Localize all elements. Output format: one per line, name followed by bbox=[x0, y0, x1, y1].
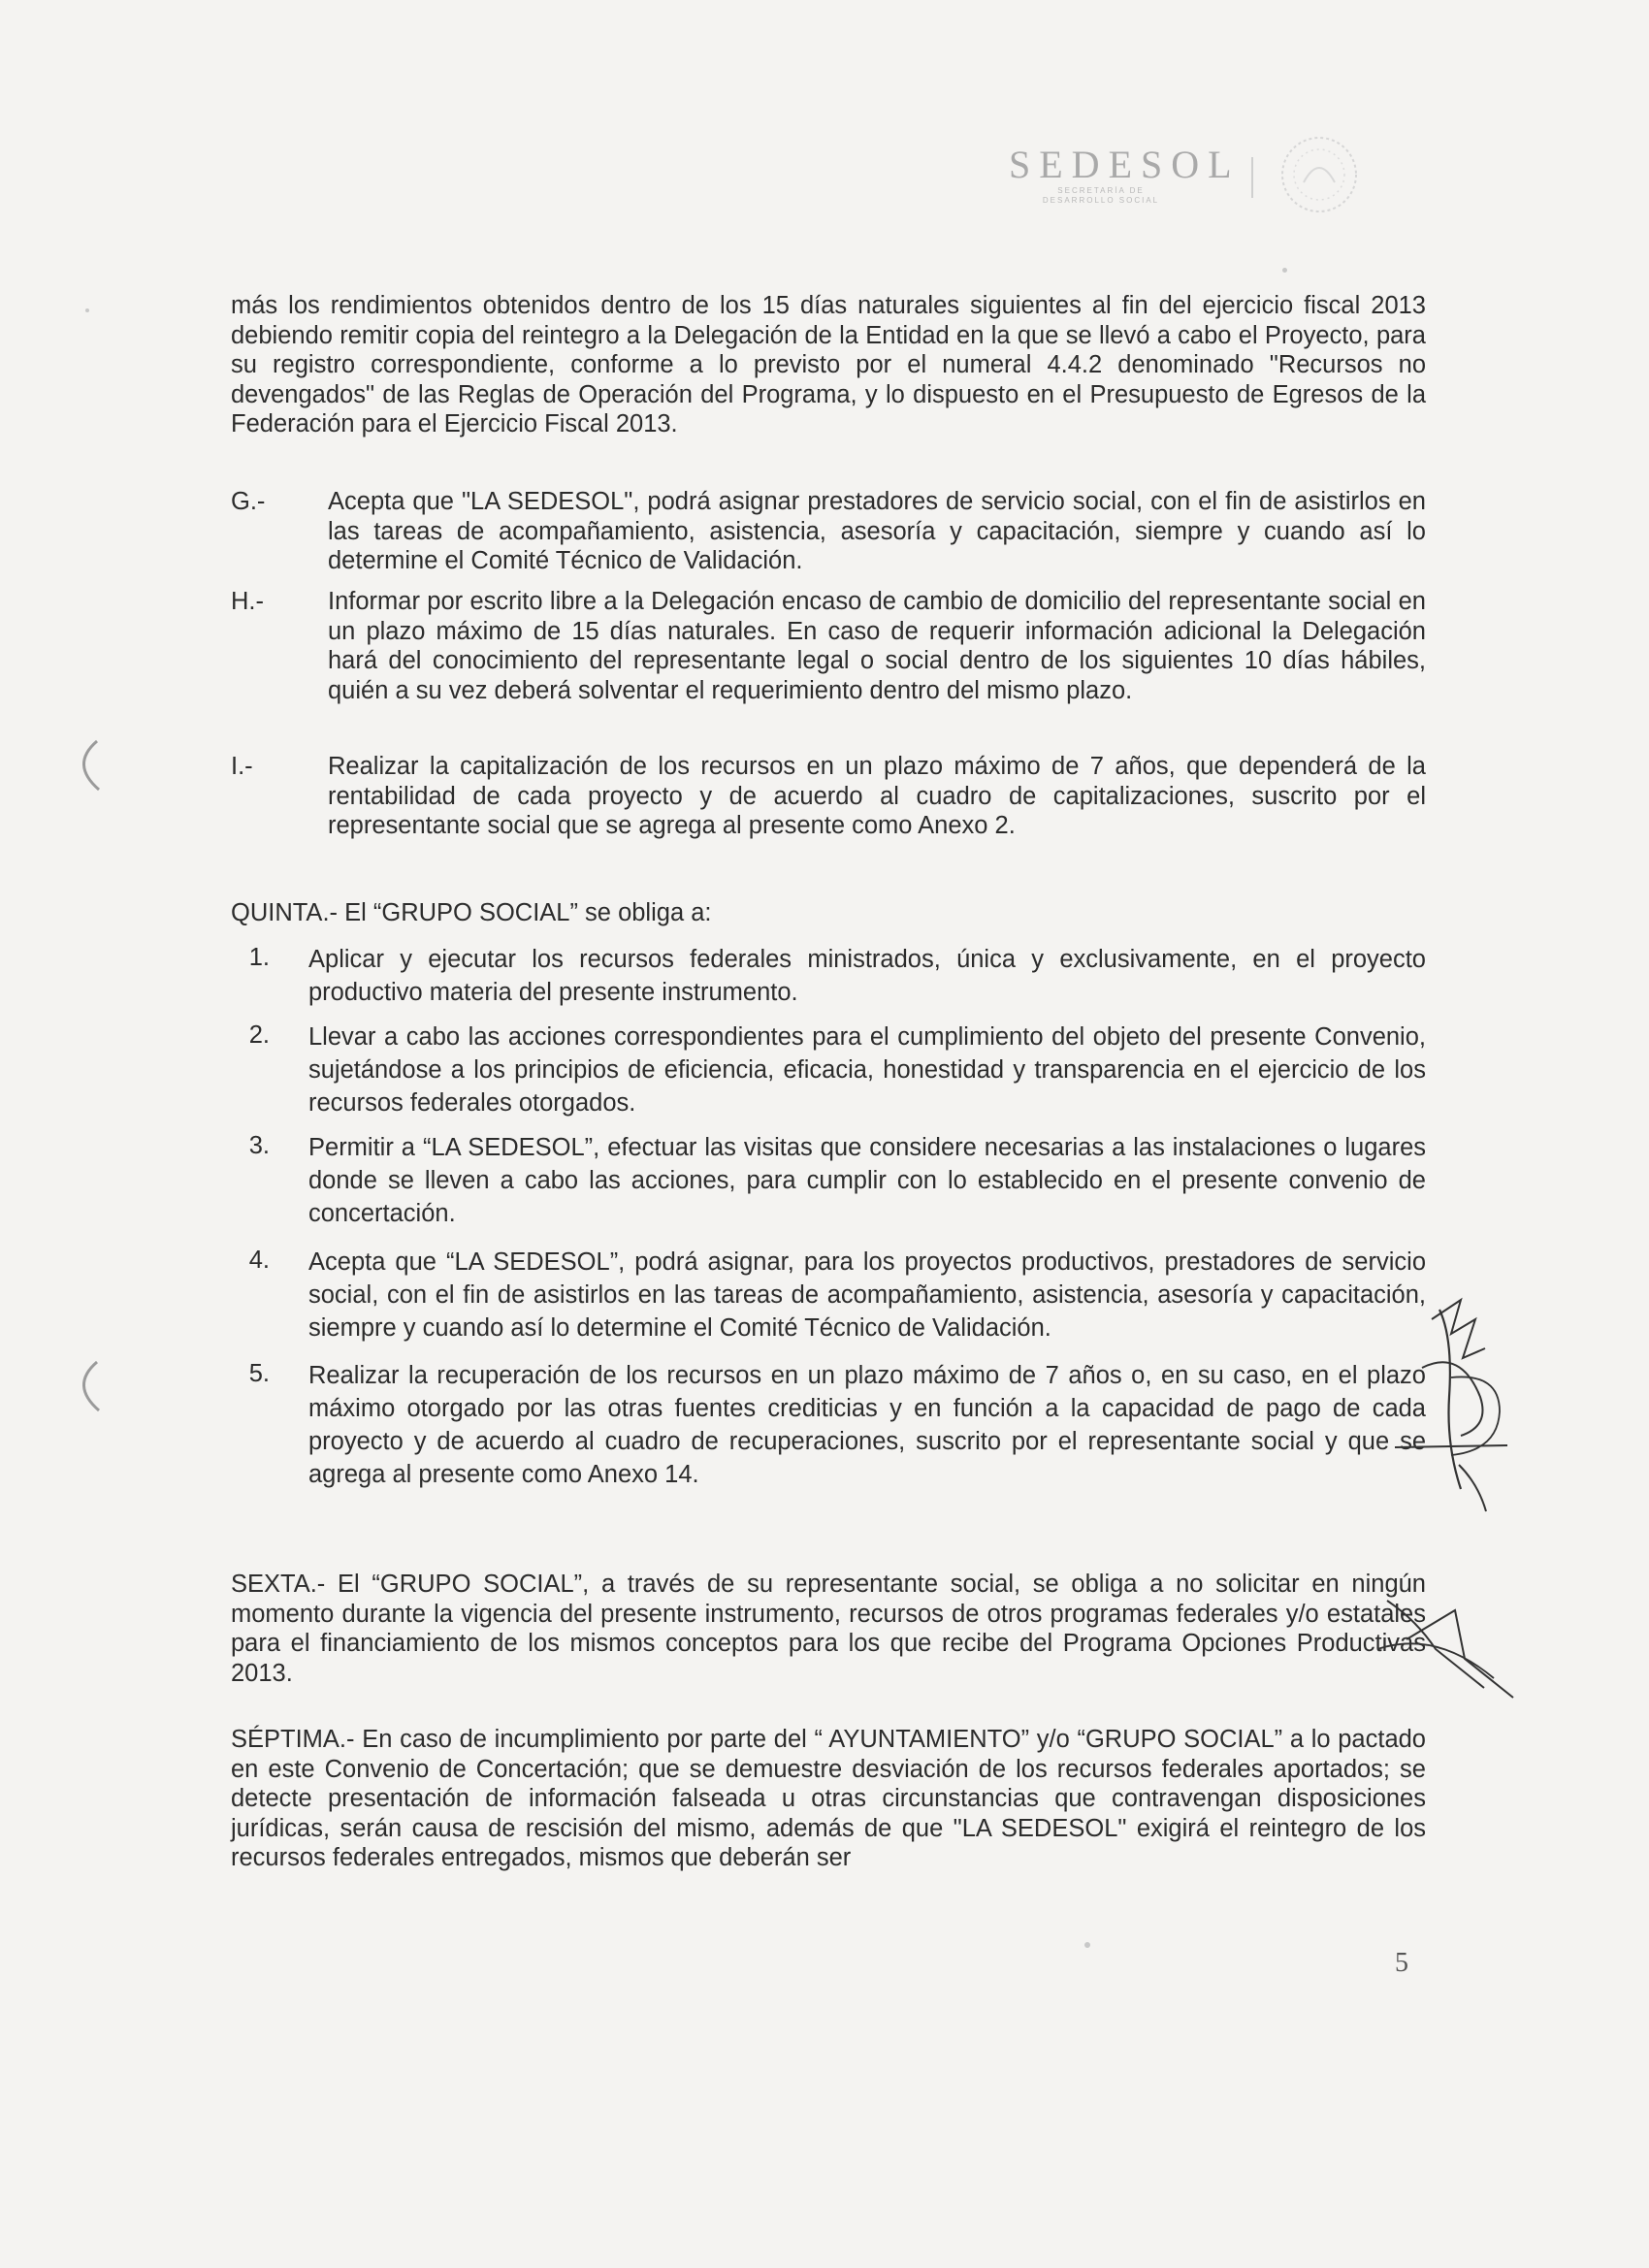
clause-marker: I.- bbox=[231, 753, 253, 780]
page-number: 5 bbox=[1395, 1948, 1408, 1978]
item-number: 3. bbox=[248, 1132, 270, 1159]
item-number: 2. bbox=[248, 1021, 270, 1049]
sedesol-logo bbox=[1009, 143, 1241, 221]
intro-paragraph: más los rendimientos obtenidos dentro de los 15 días naturales siguientes al fin del ejercicio fiscal 2013 debiendo remitir copia del reintegro a la Delegación de la Entidad en la que se llevó a cabo el Proyecto, para su registro correspondiente, conforme a lo previsto por el numeral 4.4.2 denominado "Recursos no devengados" de las Reglas de Operación del Programa, y lo dispuesto en el Presupuesto de Egresos de la Federación para el Ejercicio Fiscal 2013. bbox=[231, 292, 1426, 437]
clause-marker: G.- bbox=[231, 488, 266, 515]
binder-hole-mark-icon bbox=[60, 1358, 109, 1416]
signature-mark bbox=[1393, 1280, 1538, 1523]
quinta-item-2 bbox=[231, 1021, 1426, 1119]
binder-hole-mark-icon bbox=[60, 737, 109, 795]
item-text: Aplicar y ejecutar los recursos federales ministrados, única y exclusivamente, en el proyecto productivo materia del presente instrumento. bbox=[308, 946, 1426, 1006]
quinta-item-3 bbox=[231, 1131, 1426, 1230]
item-text: Permitir a “LA SEDESOL”, efectuar las visitas que considere necesarias a las instalaciones o lugares donde se lleven a cabo las acciones, para cumplir con lo establecido en el presente convenio de concertación. bbox=[308, 1134, 1426, 1227]
logo-wordmark: SEDESOL bbox=[1009, 143, 1241, 186]
item-text: Realizar la recuperación de los recursos en un plazo máximo de 7 años o, en su caso, en el plazo máximo otorgado por las otras fuentes crediticias y en función a la capacidad de pago de cada proyecto y de acuerdo al cuadro de recuperaciones, suscrito por el representante social y que se agrega al presente como Anexo 14. bbox=[308, 1362, 1426, 1488]
item-text: Acepta que “LA SEDESOL”, podrá asignar, para los proyectos productivos, prestadores de servicio social, con el fin de asistirlos en las tareas de acompañamiento, asistencia, asesoría y capacitación, siempre y cuando así lo determine el Comité Técnico de Validación. bbox=[308, 1248, 1426, 1342]
scan-speck bbox=[85, 308, 89, 312]
clause-text: Informar por escrito libre a la Delegación encaso de cambio de domicilio del representante social en un plazo máximo de 15 días naturales. En caso de requerir información adicional la Delegación hará del conocimiento del representante legal o social dentro de los siguientes 10 días hábiles, quién a su vez deberá solventar el requerimiento dentro del mismo plazo. bbox=[328, 588, 1426, 704]
scan-speck bbox=[1084, 1942, 1090, 1948]
clause-marker: H.- bbox=[231, 588, 264, 615]
clause-item-i bbox=[231, 752, 1426, 841]
quinta-item-5 bbox=[231, 1359, 1426, 1491]
item-number: 4. bbox=[248, 1247, 270, 1274]
quinta-item-4 bbox=[231, 1246, 1426, 1345]
quinta-item-1 bbox=[231, 943, 1426, 1009]
national-seal-icon bbox=[1271, 124, 1368, 221]
scan-speck bbox=[1282, 268, 1287, 273]
logo-divider bbox=[1251, 157, 1253, 198]
item-number: 1. bbox=[248, 944, 270, 971]
clause-item-h bbox=[231, 587, 1426, 705]
sexta-clause: SEXTA.- El “GRUPO SOCIAL”, a través de su representante social, se obliga a no solicitar en ningún momento durante la vigencia del presente instrumento, recursos de otros programas federales y/o estatales para el financiamiento de los mismos conceptos para los que recibe del Programa Opciones Productivas 2013. bbox=[231, 1571, 1426, 1687]
clause-text: Realizar la capitalización de los recursos en un plazo máximo de 7 años, que dependerá de la rentabilidad de cada proyecto y de acuerdo al cuadro de capitalizaciones, suscrito por el representante social que se agrega al presente como Anexo 2. bbox=[328, 753, 1426, 839]
quinta-heading: QUINTA.- El “GRUPO SOCIAL” se obliga a: bbox=[231, 899, 712, 926]
logo-subtitle-1: SECRETARÍA DE bbox=[1057, 186, 1145, 195]
item-number: 5. bbox=[248, 1360, 270, 1387]
item-text: Llevar a cabo las acciones correspondientes para el cumplimiento del objeto del presente Convenio, sujetándose a los principios de eficiencia, eficacia, honestidad y transparencia en el ejercicio de los recursos federales otorgados. bbox=[308, 1023, 1426, 1117]
clause-item-g bbox=[231, 487, 1426, 576]
clause-text: Acepta que "LA SEDESOL", podrá asignar prestadores de servicio social, con el fin de asistirlos en las tareas de acompañamiento, asistencia, asesoría y capacitación, siempre y cuando así lo determine el Comité Técnico de Validación. bbox=[328, 488, 1426, 574]
logo-subtitle-2: DESARROLLO SOCIAL bbox=[1042, 196, 1160, 205]
septima-clause: SÉPTIMA.- En caso de incumplimiento por parte del “ AYUNTAMIENTO” y/o “GRUPO SOCIAL” a lo pactado en este Convenio de Concertación; que se demuestre desviación de los recursos federales aportados; se detecte presentación de información falseada u otras circunstancias que contravengan disposiciones jurídicas, serán causa de rescisión del mismo, además de que "LA SEDESOL" exigirá el reintegro de los recursos federales entregados, mismos que deberán ser bbox=[231, 1726, 1426, 1871]
signature-mark bbox=[1377, 1591, 1533, 1707]
